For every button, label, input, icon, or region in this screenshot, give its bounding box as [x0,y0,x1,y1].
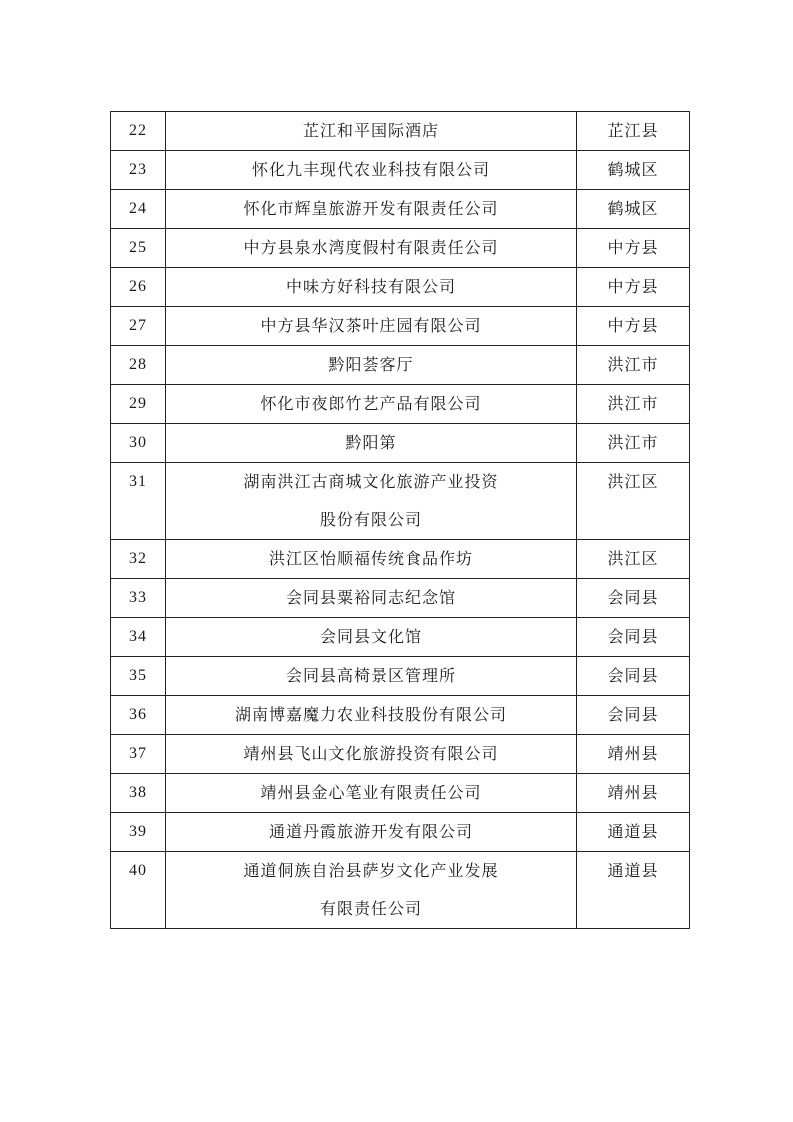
row-number: 25 [111,229,166,268]
unit-name-cell [166,813,577,852]
region-cell: 洪江市 [577,385,690,424]
region-cell: 中方县 [577,268,690,307]
unit-name-cell [166,346,577,385]
unit-name-line: 靖州县飞山文化旅游投资有限公司 [243,744,499,763]
table-row [111,229,690,268]
table-row [111,579,690,618]
unit-name-cell [166,774,577,813]
row-number: 28 [111,346,166,385]
unit-name-line: 有限责任公司 [319,899,422,918]
table-row [111,735,690,774]
row-number: 36 [111,696,166,735]
unit-name-cell [166,385,577,424]
unit-name-cell [166,735,577,774]
unit-name-line: 会同县粟裕同志纪念馆 [285,588,456,607]
unit-list-table [110,111,690,929]
table-row [111,463,690,540]
unit-name-cell [166,463,577,540]
region-cell: 洪江区 [577,540,690,579]
unit-name-cell [166,579,577,618]
region-cell: 靖州县 [577,774,690,813]
row-number: 31 [111,463,166,540]
row-number: 22 [111,112,166,151]
unit-name-line: 湖南洪江古商城文化旅游产业投资 [243,472,499,491]
row-number: 38 [111,774,166,813]
row-number: 24 [111,190,166,229]
table-row [111,190,690,229]
region-cell: 靖州县 [577,735,690,774]
unit-name-cell [166,696,577,735]
table-row [111,813,690,852]
unit-name-line: 中味方好科技有限公司 [285,277,456,296]
unit-name-line: 中方县泉水湾度假村有限责任公司 [243,238,499,257]
row-number: 39 [111,813,166,852]
unit-name-cell [166,151,577,190]
region-cell: 会同县 [577,618,690,657]
row-number: 23 [111,151,166,190]
region-cell: 洪江区 [577,463,690,540]
region-cell: 洪江市 [577,346,690,385]
table-row [111,385,690,424]
table-row [111,268,690,307]
region-cell: 通道县 [577,852,690,929]
region-cell: 中方县 [577,307,690,346]
row-number: 34 [111,618,166,657]
unit-name-line: 股份有限公司 [319,510,422,529]
unit-name-line: 黔阳第 [345,433,397,452]
unit-name-line: 靖州县金心笔业有限责任公司 [260,783,482,802]
table-row [111,852,690,929]
table-row [111,346,690,385]
unit-name-cell [166,618,577,657]
unit-name-line: 怀化市夜郎竹艺产品有限公司 [260,394,482,413]
unit-name-cell [166,268,577,307]
unit-name-line: 怀化九丰现代农业科技有限公司 [251,160,490,179]
row-number: 35 [111,657,166,696]
row-number: 27 [111,307,166,346]
region-cell: 中方县 [577,229,690,268]
unit-name-cell [166,657,577,696]
table-row [111,307,690,346]
row-number: 26 [111,268,166,307]
region-cell: 会同县 [577,657,690,696]
region-cell: 鹤城区 [577,151,690,190]
row-number: 30 [111,424,166,463]
table-row [111,151,690,190]
unit-name-cell [166,540,577,579]
table-row [111,696,690,735]
unit-name-cell [166,229,577,268]
region-cell: 芷江县 [577,112,690,151]
unit-name-line: 洪江区怡顺福传统食品作坊 [268,549,473,568]
unit-name-cell [166,424,577,463]
table-row [111,540,690,579]
unit-name-cell [166,852,577,929]
table-row [111,774,690,813]
unit-name-cell [166,307,577,346]
table-body [111,112,690,929]
region-cell: 鹤城区 [577,190,690,229]
unit-name-line: 中方县华汉茶叶庄园有限公司 [260,316,482,335]
table-row [111,657,690,696]
table-row [111,112,690,151]
unit-name-line: 湖南博嘉魔力农业科技股份有限公司 [234,705,507,724]
region-cell: 会同县 [577,579,690,618]
row-number: 40 [111,852,166,929]
region-cell: 通道县 [577,813,690,852]
table-row [111,618,690,657]
unit-name-line: 会同县高椅景区管理所 [285,666,456,685]
unit-name-line: 会同县文化馆 [319,627,422,646]
unit-name-line: 芷江和平国际酒店 [302,121,439,140]
unit-name-line: 通道侗族自治县萨岁文化产业发展 [243,861,499,880]
row-number: 37 [111,735,166,774]
unit-name-line: 怀化市辉皇旅游开发有限责任公司 [243,199,499,218]
table-row [111,424,690,463]
row-number: 32 [111,540,166,579]
region-cell: 会同县 [577,696,690,735]
unit-name-line: 黔阳荟客厅 [328,355,414,374]
row-number: 33 [111,579,166,618]
unit-name-cell [166,112,577,151]
region-cell: 洪江市 [577,424,690,463]
unit-name-cell [166,190,577,229]
row-number: 29 [111,385,166,424]
unit-name-line: 通道丹霞旅游开发有限公司 [268,822,473,841]
